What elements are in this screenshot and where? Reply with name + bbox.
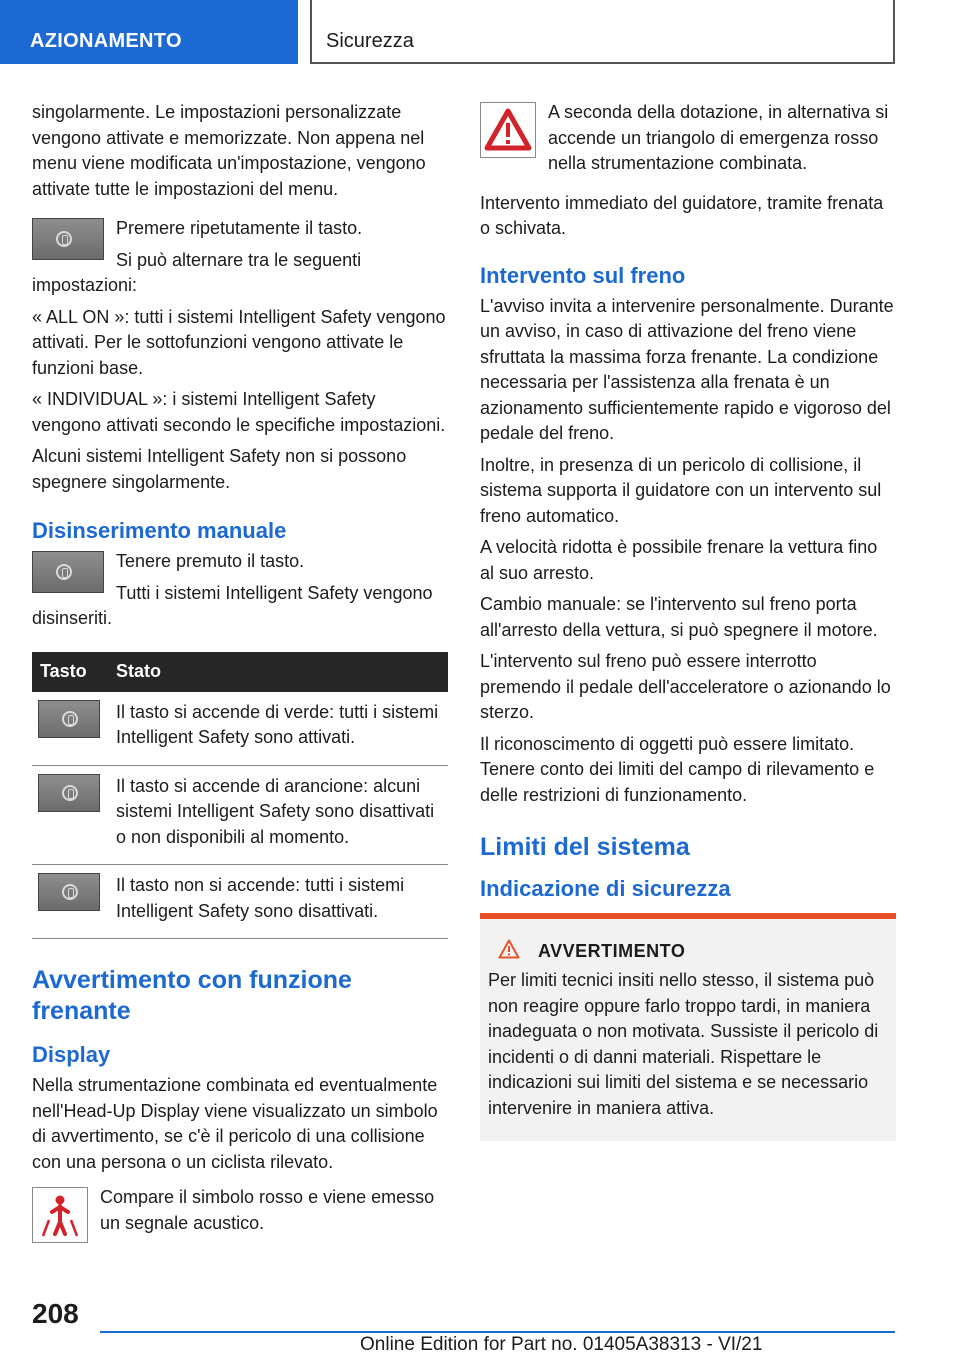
section-heading: Limiti del sistema — [480, 833, 690, 861]
warning-header — [498, 939, 888, 964]
paragraph: Alcuni sistemi Intelligent Safety non si possono spegnere singolarmente. — [32, 446, 407, 492]
paragraph: Si può alternare tra le seguenti impostazioni: — [32, 249, 362, 295]
paragraph: Intervento immediato del guidatore, tramite frenata o schivata. — [480, 192, 884, 238]
table-header-state: Stato — [108, 652, 448, 692]
table-cell: Il tasto non si accende: tutti i sistemi Intelligent Safety sono disattivati. — [108, 865, 448, 939]
paragraph: singolarmente. Le impostazioni personalizzate vengono attivate e memorizzate. Non appena nel menu viene modificata un'impostazione, vengono attivate tutte le impostazioni del menu. — [32, 102, 426, 199]
warning-triangle-icon — [498, 939, 520, 964]
left-column — [32, 100, 448, 1249]
table-row — [32, 765, 448, 865]
paragraph: L'avviso invita a intervenire personalmente. Durante un avviso, in caso di attivazione del freno viene sfruttata la massima forza frenante. La condizione necessaria per l'assistenza alla frenata è un azionamento sufficientemente rapido e vigoroso del pedale del freno. — [480, 295, 894, 443]
paragraph: « INDIVIDUAL »: i sistemi Intelligent Safety vengono attivati secondo le specifiche impostazioni. — [32, 389, 446, 435]
paragraph: Il riconoscimento di oggetti può essere limitato. Tenere conto dei limiti del campo di rilevamento e delle restrizioni di funzionamento. — [480, 733, 875, 805]
header-section-label: AZIONAMENTO — [0, 0, 298, 64]
warning-title: AVVERTIMENTO — [538, 941, 686, 961]
page-number: 208 — [32, 1298, 79, 1329]
subsection-heading: Display — [32, 1042, 111, 1067]
intelligent-safety-button-icon — [38, 700, 100, 738]
table-row — [32, 865, 448, 939]
table-row — [32, 692, 448, 766]
table-cell: Il tasto si accende di verde: tutti i sistemi Intelligent Safety sono attivati. — [108, 692, 448, 766]
paragraph: Nella strumentazione combinata ed eventualmente nell'Head-Up Display viene visualizzato un simbolo di avvertimento, se c'è il pericolo di una collisione con una persona o un ciclista rilevato. — [32, 1075, 438, 1172]
footer-edition: Online Edition for Part no. 01405A38313 - VI/21 — [360, 1334, 763, 1355]
table-cell: Il tasto si accende di arancione: alcuni sistemi Intelligent Safety sono disattivati o non disponibili al momento. — [108, 765, 448, 865]
paragraph: Tenere premuto il tasto. — [116, 551, 305, 571]
subsection-heading: Indicazione di sicurezza — [480, 876, 731, 901]
intelligent-safety-button-icon — [38, 774, 100, 812]
table-header-key: Tasto — [32, 652, 108, 692]
paragraph: Compare il simbolo rosso e viene emesso un segnale acustico. — [100, 1187, 435, 1233]
section-heading: Avvertimento con funzione frenante — [32, 966, 352, 1025]
warning-triangle-icon — [480, 102, 536, 158]
paragraph: « ALL ON »: tutti i sistemi Intelligent Safety vengono attivati. Per le sottofunzioni vengono attivate le funzioni base. — [32, 306, 446, 378]
footer-divider — [100, 1331, 895, 1333]
paragraph: Cambio manuale: se l'intervento sul freno porta all'arresto della vettura, si può spegnere il motore. — [480, 594, 878, 640]
paragraph: A seconda della dotazione, in alternativa si accende un triangolo di emergenza rosso nella strumentazione combinata. — [548, 102, 889, 173]
intelligent-safety-button-icon — [38, 873, 100, 911]
paragraph: A velocità ridotta è possibile frenare la vettura fino al suo arresto. — [480, 537, 878, 583]
warning-box — [480, 913, 896, 1141]
paragraph: Tutti i sistemi Intelligent Safety vengono disinseriti. — [32, 582, 433, 628]
pedestrian-warning-icon — [32, 1187, 88, 1243]
instruction-block — [32, 1185, 448, 1236]
paragraph: L'intervento sul freno può essere interrotto premendo il pedale dell'acceleratore o azionando lo sterzo. — [480, 651, 891, 722]
intelligent-safety-button-icon — [32, 218, 104, 260]
instruction-block — [32, 216, 448, 299]
header-page-title: Sicurezza — [310, 0, 895, 64]
instruction-block — [480, 100, 896, 177]
intelligent-safety-button-icon — [32, 551, 104, 593]
instruction-block — [32, 549, 448, 632]
paragraph: Inoltre, in presenza di un pericolo di collisione, il sistema supporta il guidatore con un intervento sul freno automatico. — [480, 454, 882, 526]
status-table — [32, 652, 448, 940]
warning-text: Per limiti tecnici insiti nello stesso, il sistema può non reagire oppure farlo troppo tardi, in maniera inadeguata o non motivata. Sussiste il pericolo di incidenti o di danni materiali. Rispettare le indicazioni sui limiti del sistema e se necessario intervenire in maniera attiva. — [488, 970, 879, 1118]
right-column — [480, 100, 896, 1141]
section-heading: Disinserimento manuale — [32, 518, 287, 543]
paragraph: Premere ripetutamente il tasto. — [116, 218, 363, 238]
section-heading: Intervento sul freno — [480, 262, 686, 288]
